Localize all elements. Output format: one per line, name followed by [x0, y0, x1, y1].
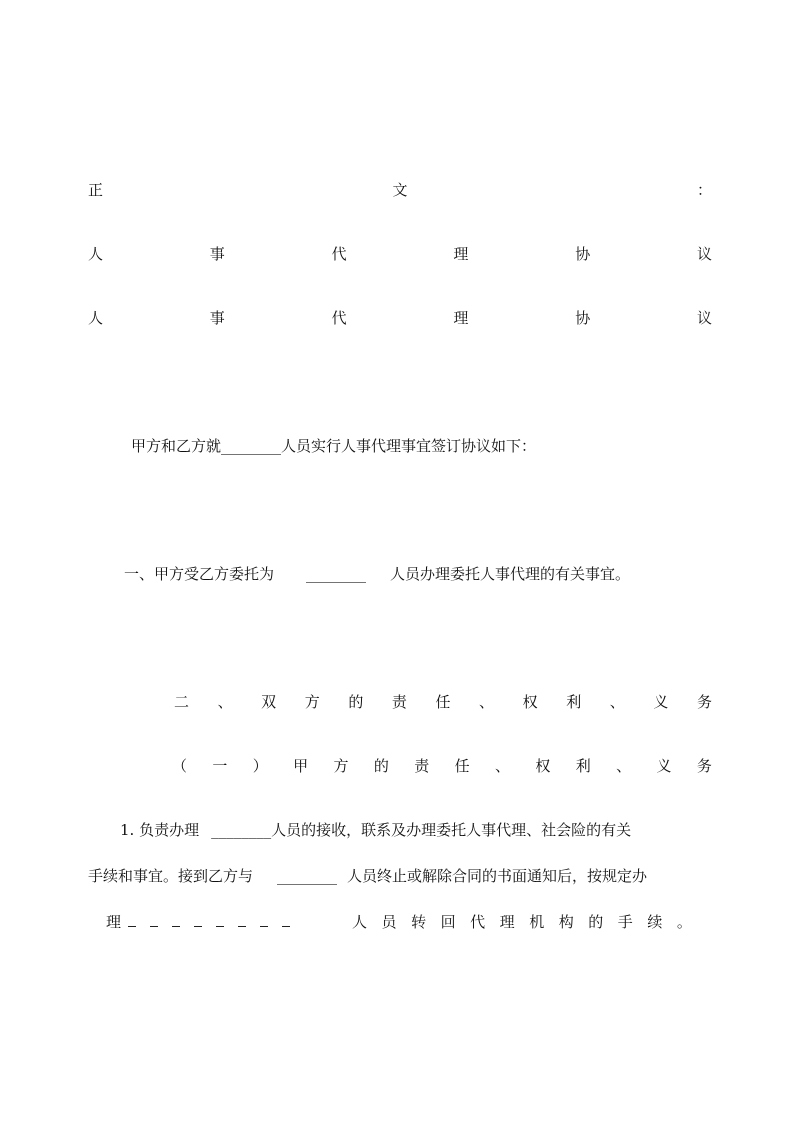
heading-char: 二	[174, 693, 190, 711]
item-1-blank: ________	[211, 821, 272, 839]
intro-paragraph	[131, 436, 536, 456]
spread-char: 转	[411, 913, 427, 931]
item-1-prefix: 1. 负责办理	[120, 821, 200, 839]
title-char: 协	[575, 309, 591, 327]
subheading-char: 甲	[293, 757, 309, 775]
heading-char: 权	[522, 693, 538, 711]
title-char: 人	[88, 245, 104, 263]
spread-char: 回	[440, 913, 456, 931]
item-1-line-3-spread	[352, 912, 692, 932]
intro-blank: ________	[221, 437, 282, 455]
dash-mark	[128, 912, 136, 927]
clause-1	[124, 564, 630, 584]
spread-char: 人	[352, 913, 368, 931]
intro-suffix: 人员实行人事代理事宜签订协议如下：	[281, 437, 537, 455]
zhengwen-char: 文	[392, 181, 408, 199]
dash-mark	[216, 912, 224, 927]
spread-char: 代	[470, 913, 486, 931]
heading-char: 任	[435, 693, 451, 711]
spread-char: 。	[676, 913, 692, 931]
item-1-suffix: 人员的接收，联系及办理委托人事代理、社会险的有关	[271, 821, 632, 839]
spread-char: 员	[381, 913, 397, 931]
zhengwen-char: 正	[88, 181, 104, 199]
title-char: 议	[696, 245, 712, 263]
subheading-char: 的	[373, 757, 389, 775]
heading-char: 务	[696, 693, 712, 711]
item-1-line-3-prefix: 理	[106, 913, 122, 931]
heading-char: 的	[348, 693, 364, 711]
title-char: 理	[453, 309, 469, 327]
spread-char: 手	[617, 913, 633, 931]
title-char: 理	[453, 245, 469, 263]
subheading-party-a	[172, 756, 712, 776]
subheading-char: 、	[495, 757, 511, 775]
subheading-char: 权	[535, 757, 551, 775]
subheading-char: ）	[252, 757, 268, 775]
document-title	[88, 244, 712, 264]
clause-1-blank: ________	[306, 565, 367, 583]
subheading-char: 方	[333, 757, 349, 775]
clause-2-heading	[174, 692, 712, 712]
spread-char: 的	[588, 913, 604, 931]
spread-char: 构	[558, 913, 574, 931]
item-1-line-2	[88, 866, 647, 886]
spread-char: 理	[499, 913, 515, 931]
zhengwen-char: ：	[696, 181, 712, 199]
subheading-char: （	[172, 757, 188, 775]
heading-char: 、	[479, 693, 495, 711]
title-char: 事	[209, 309, 225, 327]
subheading-char: 、	[616, 757, 632, 775]
spread-char: 机	[529, 913, 545, 931]
clause-1-suffix: 人员办理委托人事代理的有关事宜。	[390, 565, 631, 583]
heading-char: 、	[217, 693, 233, 711]
heading-char: 责	[391, 693, 407, 711]
dash-blank	[128, 912, 304, 932]
item-1-line-2-suffix: 人员终止或解除合同的书面通知后，按规定办	[347, 867, 648, 885]
heading-char: 方	[304, 693, 320, 711]
subheading-char: 利	[575, 757, 591, 775]
subheading-char: 责	[414, 757, 430, 775]
title-char: 议	[696, 309, 712, 327]
heading-char: 义	[653, 693, 669, 711]
subheading-char: 务	[696, 757, 712, 775]
clause-1-prefix: 一、甲方受乙方委托为	[124, 565, 275, 583]
spread-char: 续	[647, 913, 663, 931]
item-1-line-2-blank: ________	[277, 867, 338, 885]
title-char: 代	[331, 245, 347, 263]
heading-char: 双	[261, 693, 277, 711]
dash-mark	[238, 912, 246, 927]
title-char: 协	[575, 245, 591, 263]
zhengwen-line	[88, 180, 712, 200]
dash-mark	[260, 912, 268, 927]
item-1-line-2-prefix: 手续和事宜。接到乙方与	[88, 867, 254, 885]
dash-mark	[172, 912, 180, 927]
subheading-char: 义	[656, 757, 672, 775]
dash-mark	[150, 912, 158, 927]
heading-char: 利	[566, 693, 582, 711]
title-char: 人	[88, 309, 104, 327]
subheading-char: 任	[454, 757, 470, 775]
subheading-char: 一	[212, 757, 228, 775]
document-title-repeat	[88, 308, 712, 328]
title-char: 代	[331, 309, 347, 327]
title-char: 事	[209, 245, 225, 263]
heading-char: 、	[609, 693, 625, 711]
intro-prefix: 甲方和乙方就	[131, 437, 222, 455]
item-1-line-1	[120, 820, 631, 840]
dash-mark	[194, 912, 202, 927]
dash-mark	[282, 912, 290, 927]
